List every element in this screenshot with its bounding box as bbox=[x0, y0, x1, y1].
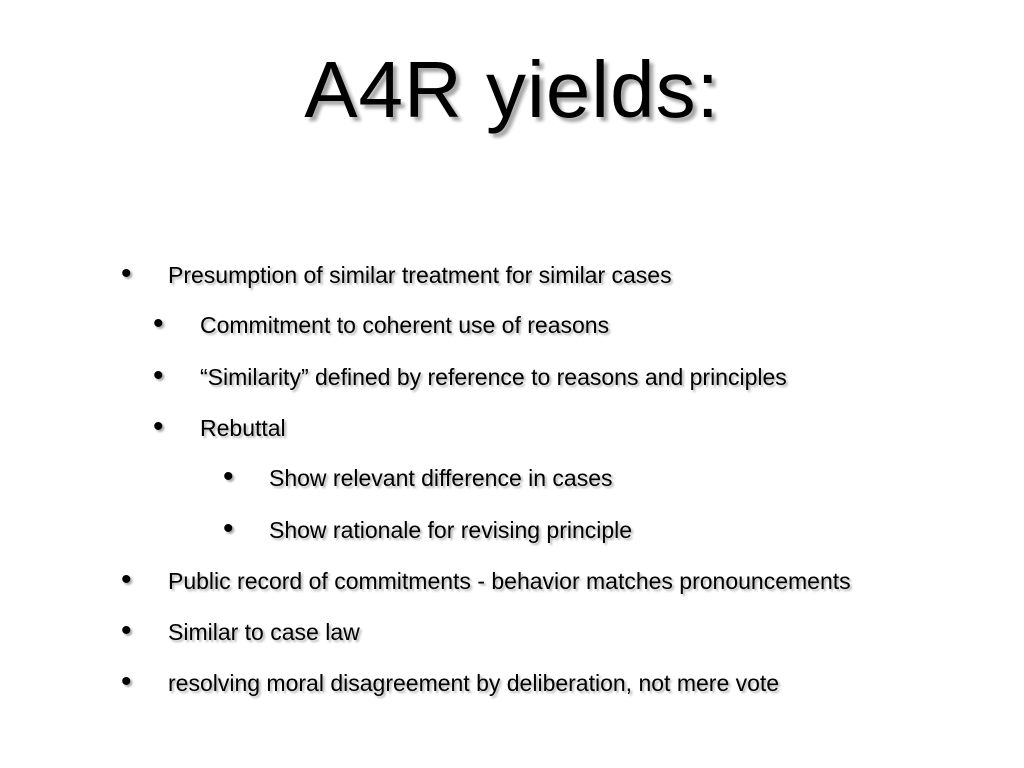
bullet-dot-icon: • bbox=[153, 359, 164, 392]
bullet-text: “Similarity” defined by reference to reasons and principles bbox=[200, 364, 787, 390]
bullet-dot-icon: • bbox=[121, 563, 132, 596]
bullet-dot-icon: • bbox=[121, 665, 132, 698]
bullet-text: Presumption of similar treatment for similar cases bbox=[168, 262, 672, 288]
slide-title: A4R yields: bbox=[304, 45, 720, 134]
bullet-dot-icon: • bbox=[153, 307, 164, 340]
bullet-text: Show relevant difference in cases bbox=[269, 465, 613, 491]
bullet-text: Commitment to coherent use of reasons bbox=[200, 312, 610, 338]
bullet-dot-icon: • bbox=[121, 257, 132, 290]
bullet-text: Similar to case law bbox=[168, 619, 360, 645]
bullet-text: Public record of commitments - behavior matches pronouncements bbox=[168, 568, 851, 594]
bullet-dot-icon: • bbox=[153, 410, 164, 443]
bullet-text: Rebuttal bbox=[200, 415, 286, 441]
bullet-dot-icon: • bbox=[121, 614, 132, 647]
bullet-dot-icon: • bbox=[223, 460, 234, 493]
bullet-dot-icon: • bbox=[223, 512, 234, 545]
bullet-text: resolving moral disagreement by deliberation, not mere vote bbox=[168, 670, 780, 696]
bullet-text: Show rationale for revising principle bbox=[269, 517, 633, 543]
